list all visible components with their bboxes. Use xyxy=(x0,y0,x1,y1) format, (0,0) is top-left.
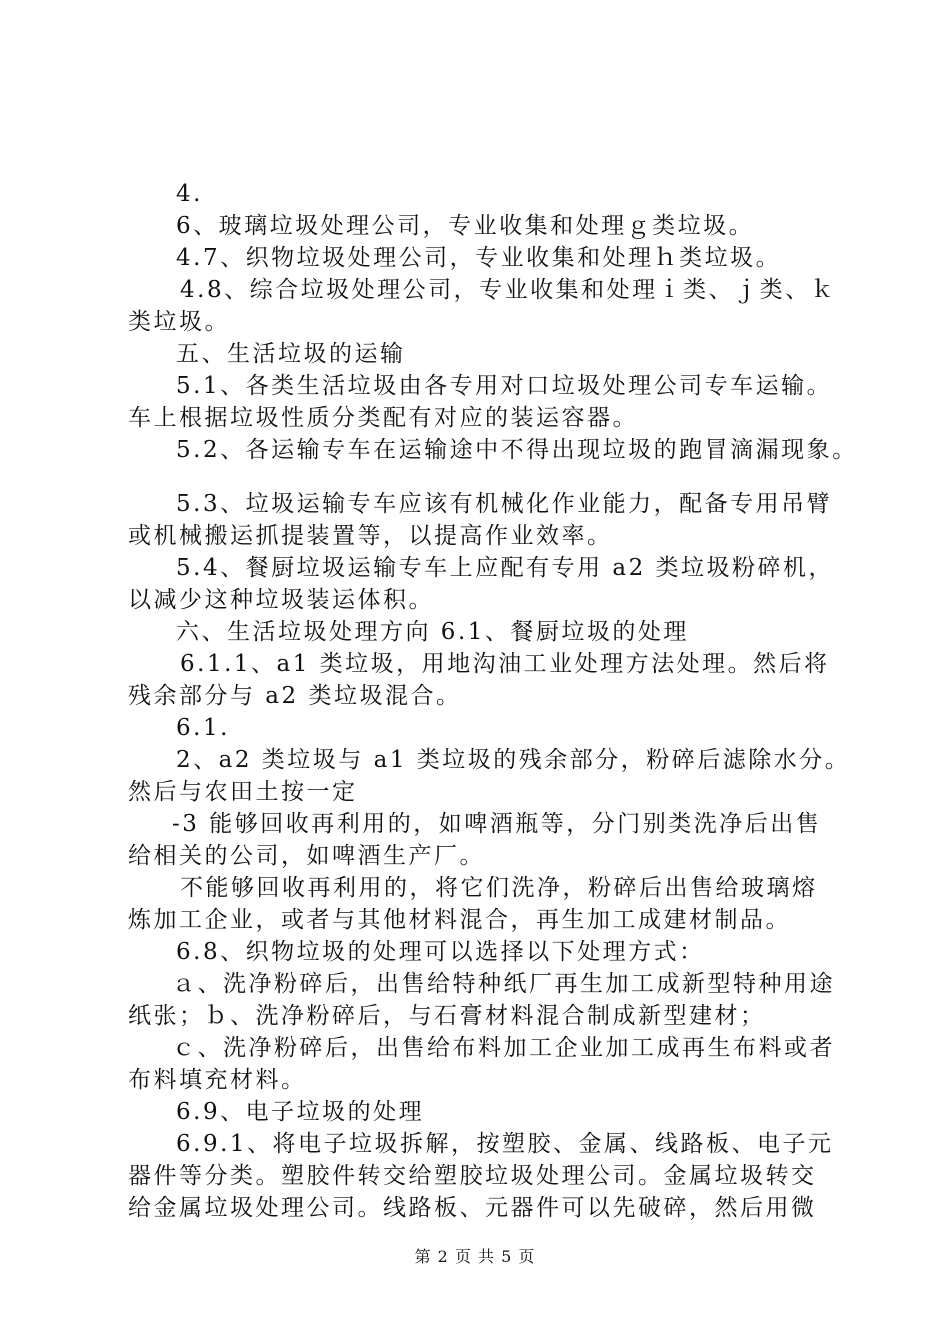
text-line: 4.7、织物垃圾处理公司，专业收集和处理ｈ类垃圾。 xyxy=(176,245,782,271)
text-line: 6.9、电子垃圾的处理 xyxy=(176,1099,425,1125)
text-line: ｃ、洗净粉碎后，出售给布料加工企业加工成再生布料或者 xyxy=(172,1035,835,1061)
text-line: 车上根据垃圾性质分类配有对应的装运容器。 xyxy=(128,405,638,431)
text-line: 炼加工企业，或者与其他材料混合，再生加工成建材制品。 xyxy=(128,907,791,933)
blank-line xyxy=(128,466,848,488)
text-line: 器件等分类。塑胶件转交给塑胶垃圾处理公司。金属垃圾转交 xyxy=(128,1163,817,1189)
text-line: 2、a2 类垃圾与 a1 类垃圾的残余部分，粉碎后滤除水分。 xyxy=(176,747,851,773)
text-line: 类垃圾。 xyxy=(128,309,230,335)
text-line: 5.1、各类生活垃圾由各专用对口垃圾处理公司专车运输。 xyxy=(176,373,833,399)
text-line: 6.1.1、a1 类垃圾，用地沟油工业处理方法处理。然后将 xyxy=(180,651,830,677)
text-line: -3 能够回收再利用的，如啤酒瓶等，分门别类洗净后出售 xyxy=(172,811,822,837)
document-body xyxy=(128,178,858,1224)
text-line: 以减少这种垃圾装运体积。 xyxy=(128,587,434,613)
text-line: 不能够回收再利用的，将它们洗净，粉碎后出售给玻璃熔 xyxy=(180,875,818,901)
text-line: 给相关的公司，如啤酒生产厂。 xyxy=(128,843,485,869)
text-line: 五、生活垃圾的运输 xyxy=(176,341,406,367)
text-line: 残余部分与 a2 类垃圾混合。 xyxy=(128,683,462,709)
text-line: 布料填充材料。 xyxy=(128,1067,307,1093)
text-line: 或机械搬运抓提装置等，以提高作业效率。 xyxy=(128,523,613,549)
text-line: 5.2、各运输专车在运输途中不得出现垃圾的跑冒滴漏现象。 xyxy=(176,437,858,463)
text-line: 6.1. xyxy=(176,715,230,741)
text-line: 5.4、餐厨垃圾运输专车上应配有专用 a2 类垃圾粉碎机， xyxy=(176,555,835,581)
text-line: 6.9.1、将电子垃圾拆解，按塑胶、金属、线路板、电子元 xyxy=(176,1131,834,1157)
text-line: 六、生活垃圾处理方向 6.1、餐厨垃圾的处理 xyxy=(176,619,689,645)
text-line: 6、玻璃垃圾处理公司，专业收集和处理ｇ类垃圾。 xyxy=(176,213,755,239)
text-line: 纸张；ｂ、洗净粉碎后，与石膏材料混合制成新型建材； xyxy=(128,1003,766,1029)
text-line: 4.8、综合垃圾处理公司，专业收集和处理ｉ类、ｊ类、ｋ xyxy=(180,277,837,303)
page-footer: 第 2 页 共 5 页 xyxy=(414,1247,536,1266)
text-line: 4. xyxy=(176,181,203,207)
text-line: 5.3、垃圾运输专车应该有机械化作业能力，配备专用吊臂 xyxy=(176,491,833,517)
text-line: 然后与农田土按一定 xyxy=(128,779,358,805)
text-line: 6.8、织物垃圾的处理可以选择以下处理方式： xyxy=(176,939,705,965)
text-line: 给金属垃圾处理公司。线路板、元器件可以先破碎，然后用微 xyxy=(128,1195,817,1221)
text-line: ａ、洗净粉碎后，出售给特种纸厂再生加工成新型特种用途 xyxy=(172,971,835,997)
